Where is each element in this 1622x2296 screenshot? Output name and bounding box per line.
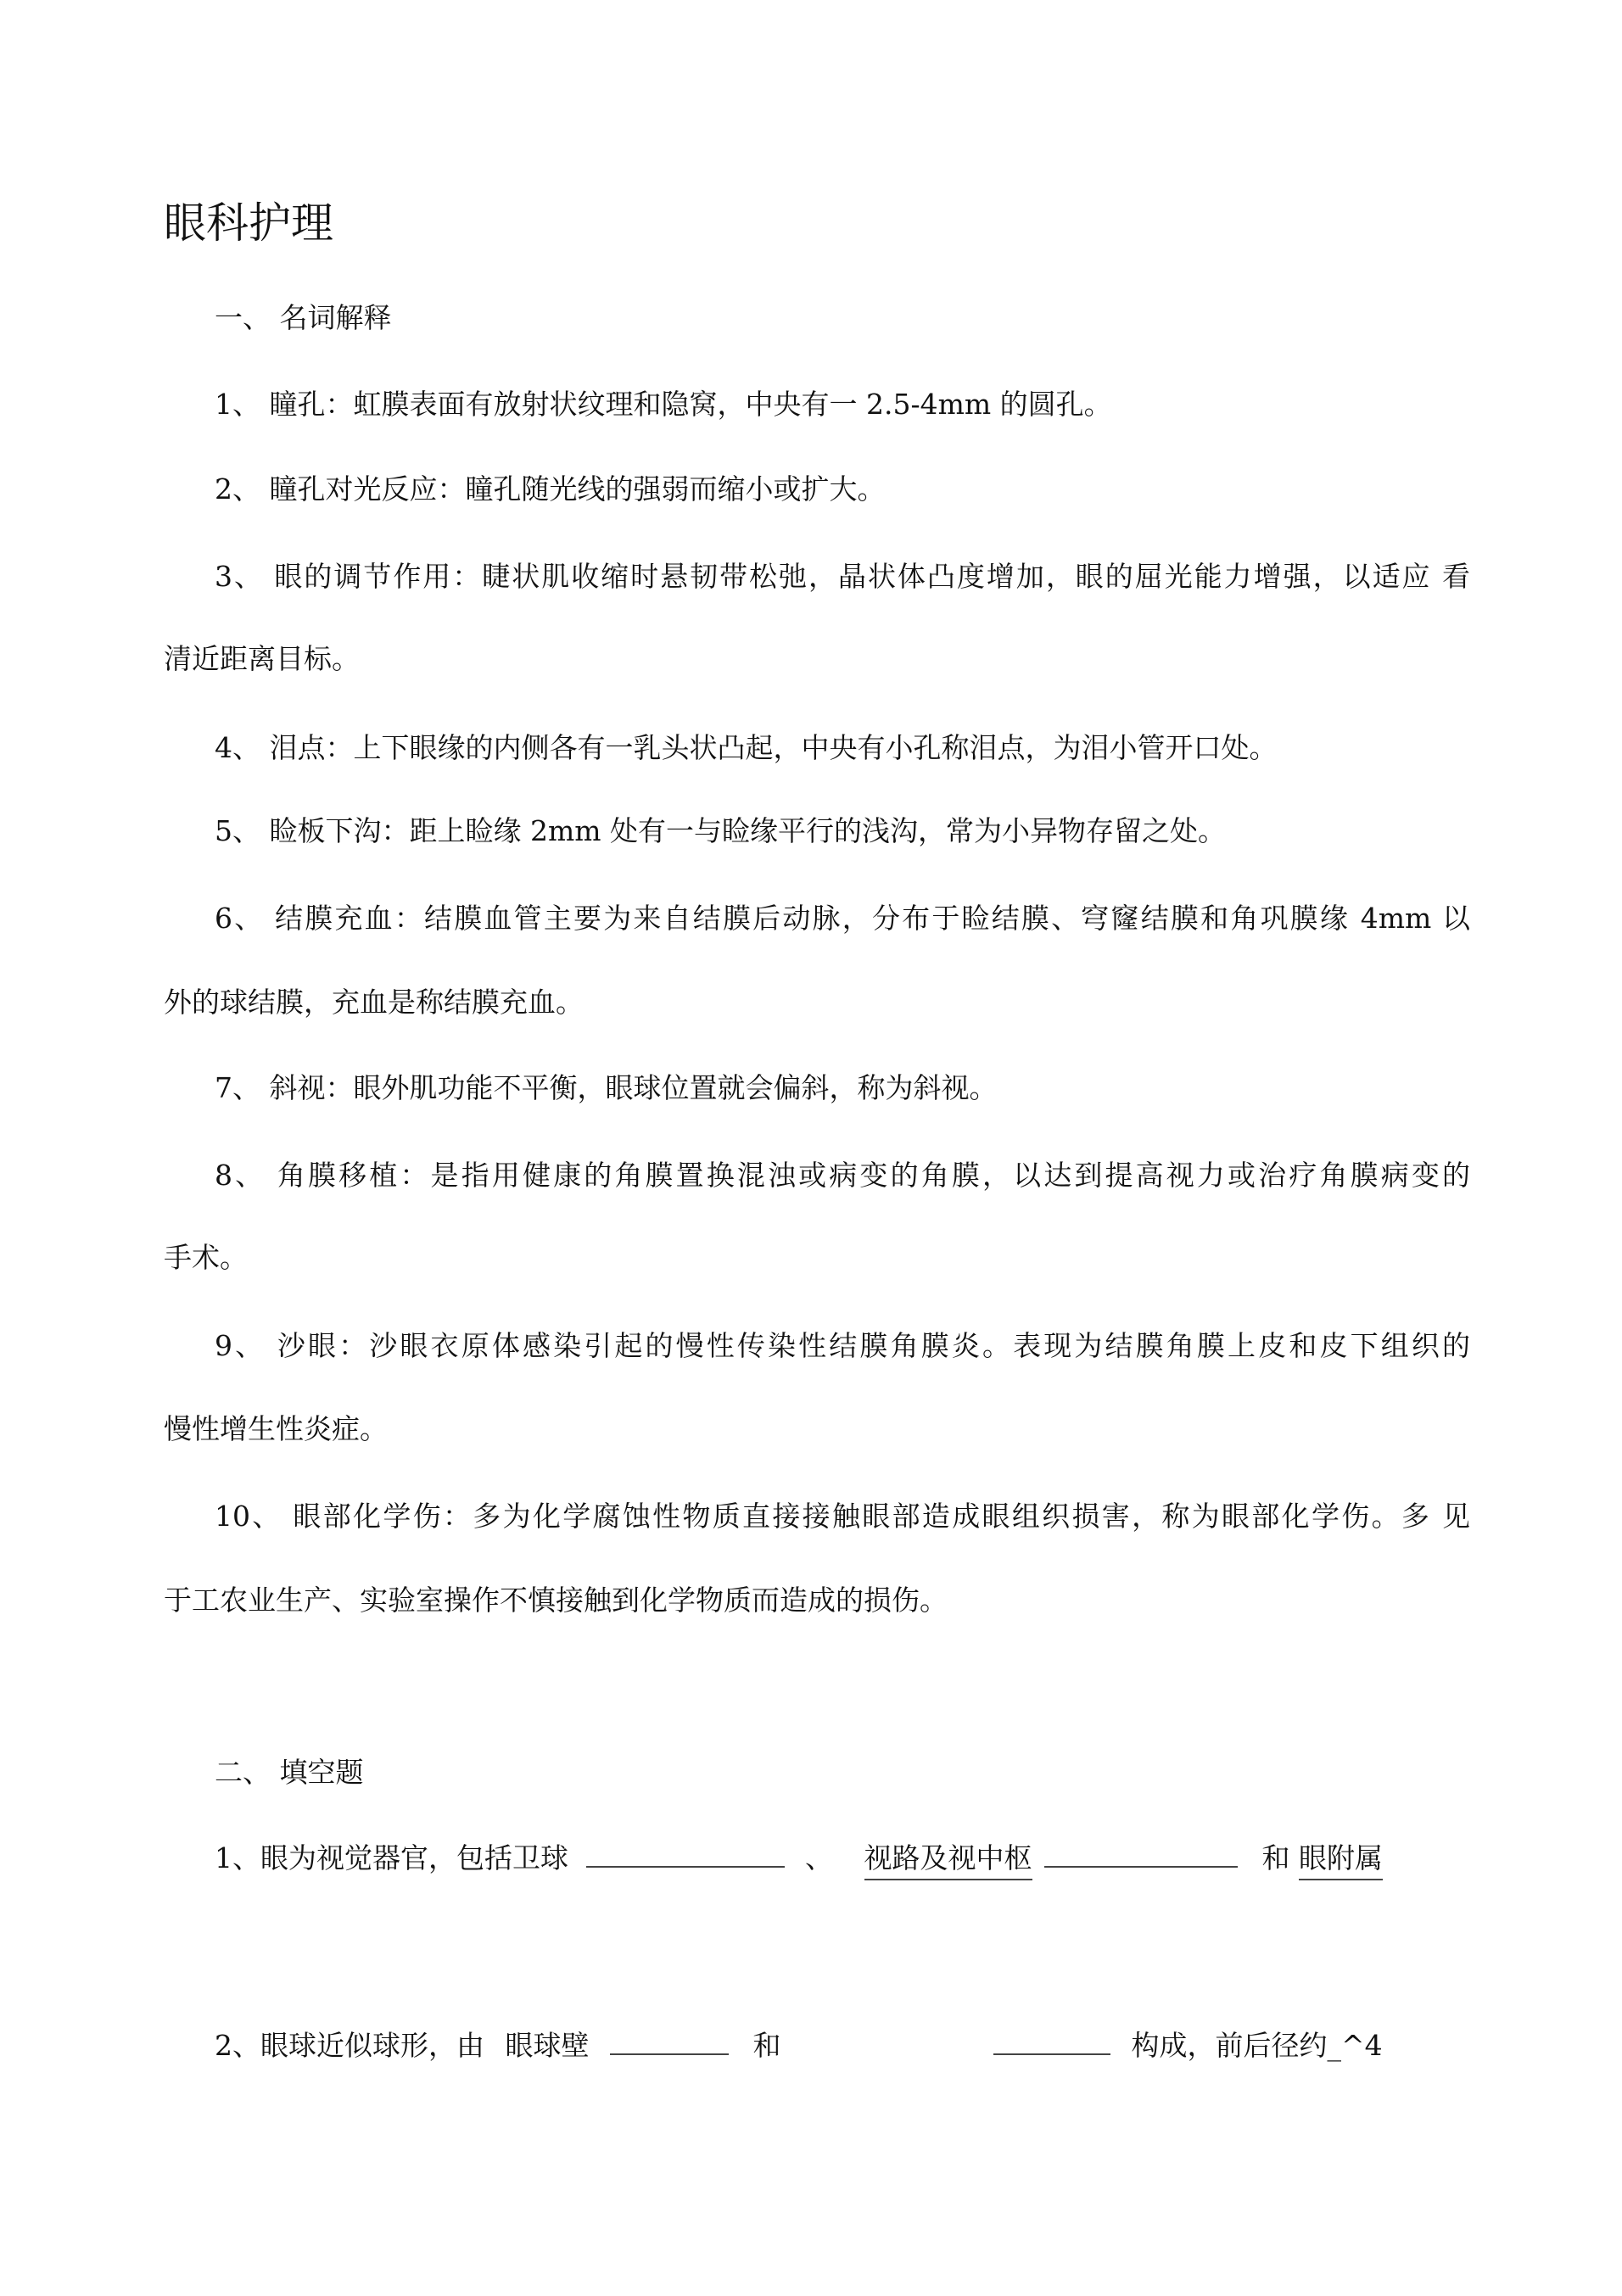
fill-question-1-and: 和 bbox=[1261, 1841, 1290, 1874]
definition-3-line-2: 清近距离目标。 bbox=[164, 642, 360, 675]
document-title: 眼科护理 bbox=[164, 198, 333, 248]
definition-9-line-2: 慢性增生性炎症。 bbox=[164, 1412, 388, 1445]
definition-1: 1、 瞳孔：虹膜表面有放射状纹理和隐窝，中央有一 2.5-4mm 的圆孔。 bbox=[215, 388, 1112, 421]
definition-6-line-2: 外的球结膜，充血是称结膜充血。 bbox=[164, 986, 584, 1019]
definition-6-line-1: 6、 结膜充血：结膜血管主要为来自结膜后动脉，分布于睑结膜、穹窿结膜和角巩膜缘 4mm 以 bbox=[215, 902, 1470, 935]
fill-answer-ocular-adnexa: 眼附属 bbox=[1299, 1841, 1383, 1880]
definition-8-line-1: 8、 角膜移植：是指用健康的角膜置换混浊或病变的角膜，以达到提高视力或治疗角膜病变的 bbox=[215, 1159, 1470, 1192]
fill-answer-visual-pathway: 视路及视中枢 bbox=[864, 1841, 1032, 1880]
fill-question-2-prefix: 2、眼球近似球形，由 bbox=[215, 2029, 484, 2062]
fill-blank-2[interactable] bbox=[1044, 1841, 1238, 1868]
fill-question-1 bbox=[215, 1841, 1470, 1880]
definition-7: 7、 斜视：眼外肌功能不平衡，眼球位置就会偏斜，称为斜视。 bbox=[215, 1071, 998, 1104]
fill-question-1-prefix: 1、眼为视觉器官，包括卫球 bbox=[215, 1841, 568, 1874]
definition-3-line-1: 3、 眼的调节作用：睫状肌收缩时悬韧带松弛，晶状体凸度增加，眼的屈光能力增强，以适应 看 bbox=[215, 560, 1470, 593]
fill-question-2-and: 和 bbox=[752, 2029, 781, 2062]
section-heading-fill-in: 二、 填空题 bbox=[215, 1756, 364, 1789]
definition-5: 5、 睑板下沟：距上睑缘 2mm 处有一与睑缘平行的浅沟，常为小异物存留之处。 bbox=[215, 814, 1227, 847]
definition-2: 2、 瞳孔对光反应：瞳孔随光线的强弱而缩小或扩大。 bbox=[215, 472, 886, 506]
fill-question-2-suffix: 构成，前后径约_^4 bbox=[1131, 2029, 1383, 2062]
definition-10-line-2: 于工农业生产、实验室操作不慎接触到化学物质而造成的损伤。 bbox=[164, 1584, 948, 1617]
fill-blank-1[interactable] bbox=[586, 1841, 785, 1868]
definition-8-line-2: 手术。 bbox=[164, 1241, 248, 1274]
fill-blank-3[interactable] bbox=[610, 2028, 729, 2055]
fill-question-1-separator: 、 bbox=[805, 1841, 833, 1874]
definition-4: 4、 泪点：上下眼缘的内侧各有一乳头状凸起，中央有小孔称泪点，为泪小管开口处。 bbox=[215, 731, 1278, 764]
fill-question-2 bbox=[215, 2028, 1470, 2063]
fill-answer-eyeball-wall: 眼球壁 bbox=[505, 2029, 590, 2062]
definition-10-line-1: 10、 眼部化学伤：多为化学腐蚀性物质直接接触眼部造成眼组织损害，称为眼部化学伤。多 见 bbox=[215, 1500, 1470, 1533]
section-heading-definitions: 一、 名词解释 bbox=[215, 301, 392, 334]
definition-9-line-1: 9、 沙眼：沙眼衣原体感染引起的慢性传染性结膜角膜炎。表现为结膜角膜上皮和皮下组织的 bbox=[215, 1329, 1470, 1362]
fill-blank-4[interactable] bbox=[993, 2028, 1110, 2055]
